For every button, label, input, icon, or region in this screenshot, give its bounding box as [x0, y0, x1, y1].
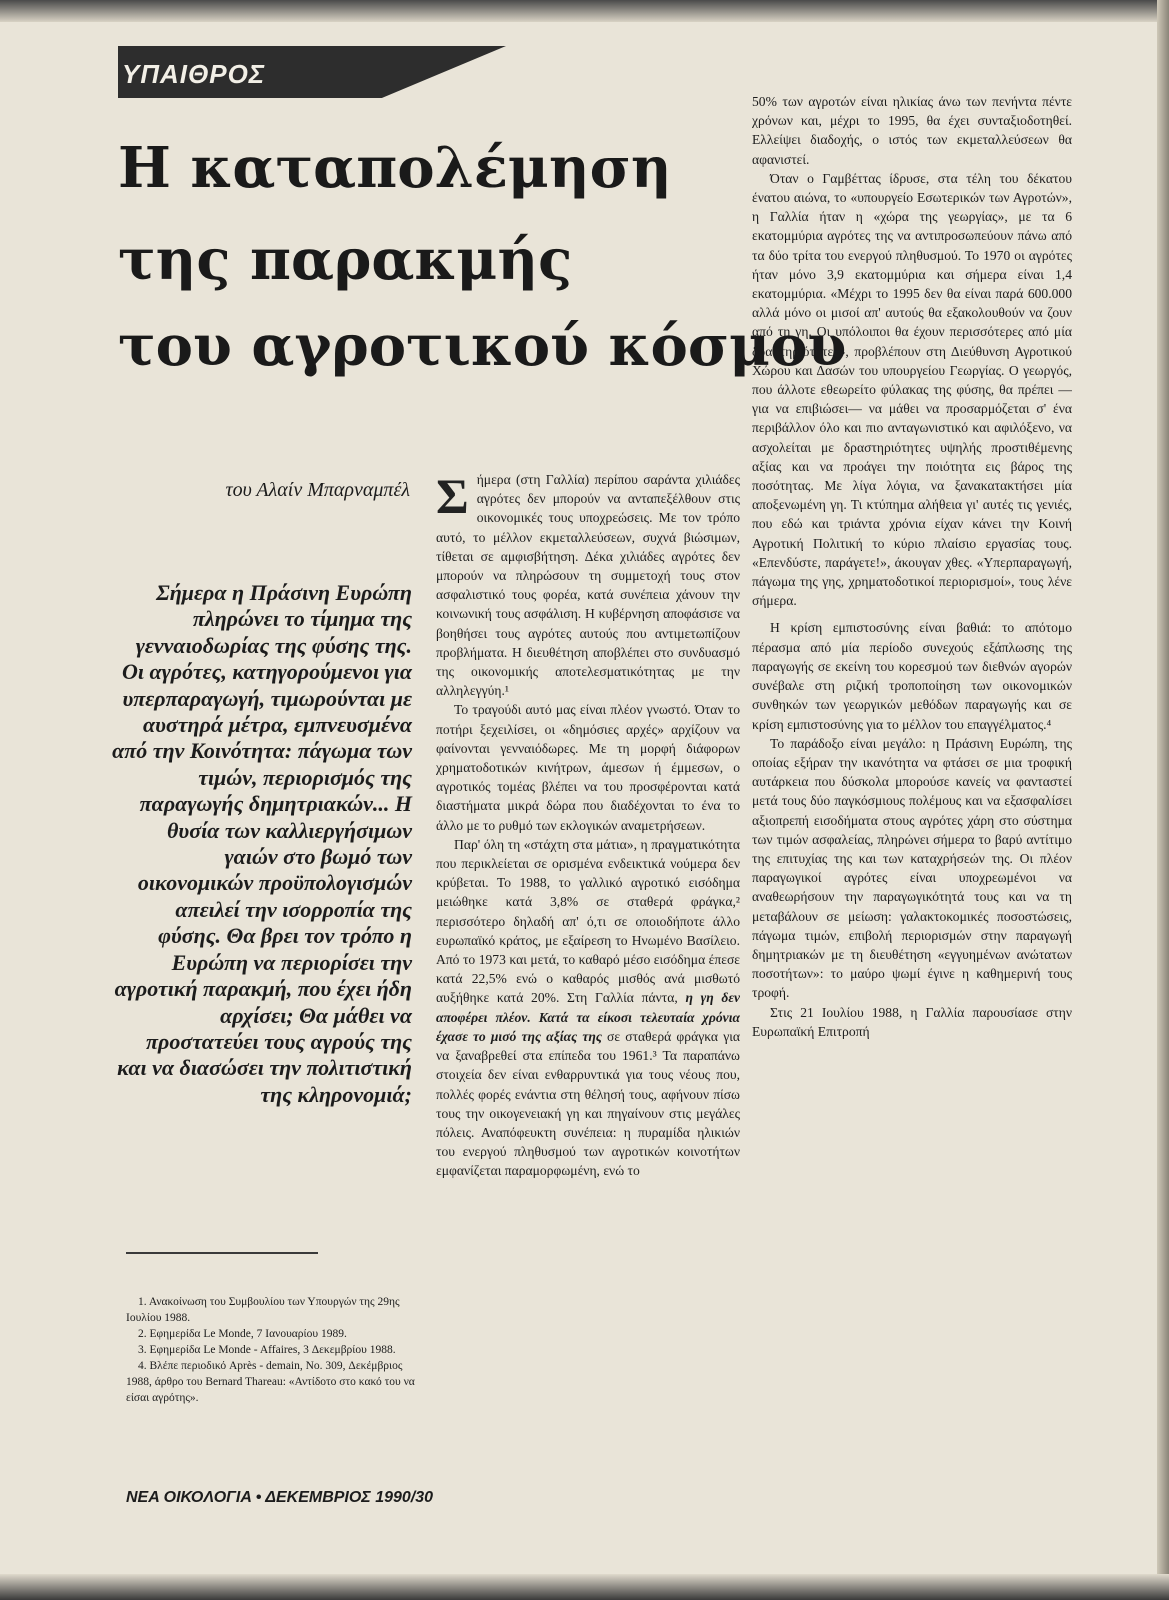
page-top-edge	[0, 0, 1169, 22]
article-paragraph: Σήμερα (στη Γαλλία) περίπου σαράντα χιλιάδες αγρότες δεν μπορούν να ανταπεξέλθουν στις οικονομικές τους υποχρεώσεις. Με τον τρόπο αυτό, το μέλλον εκμεταλλεύσεων, συχνά βιώσιμων, τίθεται σε αμφισβήτηση. Δέκα χιλιάδες αγρότες δεν μπορούν να πληρώσουν τη συμμετοχή τους στον ασφαλιστικό τους φορέα, κατά συνέπεια χάνουν την κοινωνική τους ασφάλιση. Η κυβέρνηση αποφάσισε να βοηθήσει τους αγρότες αυτούς που αντιμετωπίζουν προβλήματα. Η διευθέτηση αποβλέπει στο συνδυασμό της οικονομικής αποτελεσματικότητας με την αλληλεγγύη.¹	[436, 470, 740, 699]
article-paragraph: Η κρίση εμπιστοσύνης είναι βαθιά: το απότομο πέρασμα από μία περίοδο συνεχούς εξάπλωσης της παραγωγής σε εκείνη του κορεσμού των διεθνών αγορών συνέβαλε στη ριζική τροποποίηση των οικονομικών συνθηκών των γεωργικών μεθόδων παραγωγής και σε κρίση εμπιστοσύνης για το μέλλον του επαγγέλματος.⁴	[752, 620, 1072, 732]
footnote-1: 1. Ανακοίνωση του Συμβουλίου των Υπουργών της 29ης Ιουλίου 1988.	[126, 1296, 400, 1324]
byline: του Αλαίν Μπαρναμπέλ	[225, 479, 410, 501]
headline-line-2: της παρακμής	[118, 227, 573, 293]
drop-cap: Σ	[436, 470, 469, 524]
article-paragraph: Παρ' όλη τη «στάχτη στα μάτια», η πραγματικότητα που περικλείεται σε ορισμένα ενδεικτικά νούμερα δεν κρύβεται. Το 1988, το γαλλικό αγροτικό εισόδημα μειώθηκε κατά 3,8% σε σταθερά φράγκα,² περισσότερο δηλαδή απ' ό,τι σε οποιοδήποτε άλλο ευρωπαϊκό κράτος, με εξαίρεση το Ηνωμένο Βασίλειο. Από το 1973 και μετά, το καθαρό μέσο εισόδημα έπεσε κατά 22,5% ενώ ο καθαρός μισθός ανά μισθωτό αυξήθηκε κατά 20%. Στη Γαλλία πάντα, η γη δεν αποφέρει πλέον. Κατά τα είκοσι τελευταία χρόνια έχασε το μισό της αξίας της σε σταθερά φράγκα για να ξαναβρεθεί στα επίπεδα του 1961.³ Τα παραπάνω στοιχεία δεν είναι ενθαρρυντικά για τους νέους που, πολλές φορές ενάντια στη θέλησή τους, αφήνουν πίσω τους την οικογενειακή γη και πηγαίνουν στις μεγάλες πόλεις. Αναπόφευκτη συνέπεια: η πυραμίδα ηλικιών του ενεργού πληθυσμού των αγροτικών κοινοτήτων εμφανίζεται παραμορφωμένη, ενώ το	[436, 836, 740, 1179]
article-paragraph: Το παράδοξο είναι μεγάλο: η Πράσινη Ευρώπη, της οποίας εξήραν την ικανότητα να φτάσει σε μια τροφική αυτάρκεια που δύσκολα μπορούσε κανείς να φανταστεί μετά τους δύο παγκόσμιους πολέμους και να εξασφαλίσει αξιοπρεπή εισοδήματα στους αγρότες χάρη στο σύστημα των τιμών ασφαλείας, πληρώνει σήμερα το βαρύ αντίτιμο της επιτυχίας της και των καταχρήσεών της. Οι πλέον παραγωγικοί αγρότες είναι υποχρεωμένοι να αναθεωρήσουν την παραγωγικότητά τους και να τη μεταβάλουν σε μείωση: γαλακτοκομικές ποσοστώσεις, πάγωμα τιμών, επιβολή περιορισμών στην παραγωγή δημητριακών με τη διευθέτηση «εγγυημένων ανώτατων ποσοτήτων»: το μαύρο ψωμί έγινε η καθημερινή τους τροφή.	[752, 735, 1072, 1001]
footnote-2: 2. Εφημερίδα Le Monde, 7 Ιανουαρίου 1989.	[138, 1328, 347, 1340]
article-column-middle	[436, 470, 740, 1470]
footnote-4: 4. Βλέπε περιοδικό Après - demain, No. 309, Δεκέμβριος 1988, άρθρο του Bernard Thareau: «Αντίδοτο στο κακό του να είσαι αγρότης».	[126, 1360, 415, 1404]
emphasis-text: η γη δεν αποφέρει πλέον. Κατά τα είκοσι τελευταία χρόνια έχασε το μισό της αξίας της	[436, 990, 740, 1044]
article-paragraph: 50% των αγροτών είναι ηλικίας άνω των πενήντα πέντε χρόνων και, μέχρι το 1995, θα έχει συνταξιοδοτηθεί. Ελλείψει διαδοχής, ο ιστός των εκμεταλλεύσεων θα αφανιστεί.	[752, 94, 1072, 167]
footnote-3: 3. Εφημερίδα Le Monde - Affaires, 3 Δεκεμβρίου 1988.	[138, 1344, 396, 1356]
article-paragraph: Στις 21 Ιουλίου 1988, η Γαλλία παρουσίασε στην Ευρωπαϊκή Επιτροπή	[752, 1004, 1072, 1039]
lede-paragraph	[112, 580, 412, 1108]
section-label: ΥΠΑΙΘΡΟΣ	[122, 59, 266, 89]
headline-line-1: Η καταπολέμηση	[118, 135, 672, 201]
page-bottom-edge	[0, 1574, 1169, 1600]
lede-text: Σήμερα η Πράσινη Ευρώπη πληρώνει το τίμημα της γενναιοδωρίας της φύσης της. Οι αγρότες, κατηγορούμενοι για υπερπαραγωγή, τιμωρούνται με αυστηρά μέτρα, εμπνευσμένα από την Κοινότητα: πάγωμα των τιμών, περιορισμός της παραγωγής δημητριακών... Η θυσία των καλλιεργήσιμων γαιών στο βωμό των οικονομικών προϋπολογισμών απειλεί την ισορροπία της φύσης. Θα βρει τον τρόπο η Ευρώπη να περιορίσει την αγροτική παρακμή, που έχει ήδη αρχίσει; Θα μάθει να προστατεύει τους αγρούς της και να διασώσει την πολιτιστική της κληρονομιά;	[112, 580, 412, 1107]
article-column-right	[752, 92, 1072, 1472]
headline-line-3: του αγροτικού κόσμου	[118, 313, 847, 379]
article-paragraph: Όταν ο Γαμβέττας ίδρυσε, στα τέλη του δέκατου ένατου αιώνα, το «υπουργείο Εσωτερικών των Αγροτών», η Γαλλία ήταν η «χώρα της γεωργίας», με τα 6 εκατομμύρια αγρότες της να αντιπροσωπεύουν πάνω από τα δύο τρίτα του ενεργού πληθυσμού. Το 1970 οι αγρότες ήταν μόνο 3,9 εκατομμύρια και σήμερα είναι 1,4 εκατομμύρια. «Μέχρι το 1995 δεν θα είναι παρά 600.000 αλλά μόνο οι μισοί απ' αυτούς θα εξακολουθούν να ζουν από τη γη. Οι υπόλοιποι θα έχουν περισσότερες από μία δραστηριότητες», προβλέπουν στη Διεύθυνση Αγροτικού Χώρου και Δασών του υπουργείου Γεωργίας. Ο γεωργός, που άλλοτε εθεωρείτο φύλακας της φύσης, θα πρέπει —για να επιβιώσει— να μάθει να προσαρμόζεται σ' ένα περιβάλλον όλο και πιο ανταγωνιστικό και αφιλόξενο, να ασχολείται με δραστηριότητες υψηλής προστιθέμενης αξίας και να προάγει την ποιότητα εις βάρος της ποσότητας. Με λίγα λόγια, να ξανακατακτήσει μία αποξενωμένη γη. Τι κτύπημα αλήθεια γι' αυτές τις γενιές, που εδώ και τριάντα χρόνια είχαν κάνει την Κοινή Αγροτική Πολιτική το κύριο πλαίσιο εργασίας τους. «Επενδύστε, παράγετε!», άκουγαν χθες. «Υπερπαραγωγή, πάγωμα της γης, χρηματοδοτικοί περιορισμοί», τους λένε σήμερα.	[752, 170, 1072, 609]
footnotes	[126, 1294, 426, 1406]
page-right-edge	[1157, 0, 1169, 1600]
article-paragraph: Το τραγούδι αυτό μας είναι πλέον γνωστό. Όταν το ποτήρι ξεχειλίσει, οι «δημόσιες αρχές» αρχίζουν να φαίνονται γενναιόδωρες. Με τη μορφή διάφορων χρηματοδοτικών κινήτρων, άμεσων ή έμμεσων, ο αγροτικός τομέας βλέπει να του προσφέρονται κατά διαστήματα μικρά δώρα που διαδέχονται το ένα το άλλο με το ρυθμό των εκλογικών αναμετρήσεων.	[436, 702, 740, 833]
page-footer: ΝΕΑ ΟΙΚΟΛΟΓΙΑ • ΔΕΚΕΜΒΡΙΟΣ 1990/30	[126, 1489, 434, 1506]
footnote-rule	[126, 1252, 318, 1254]
